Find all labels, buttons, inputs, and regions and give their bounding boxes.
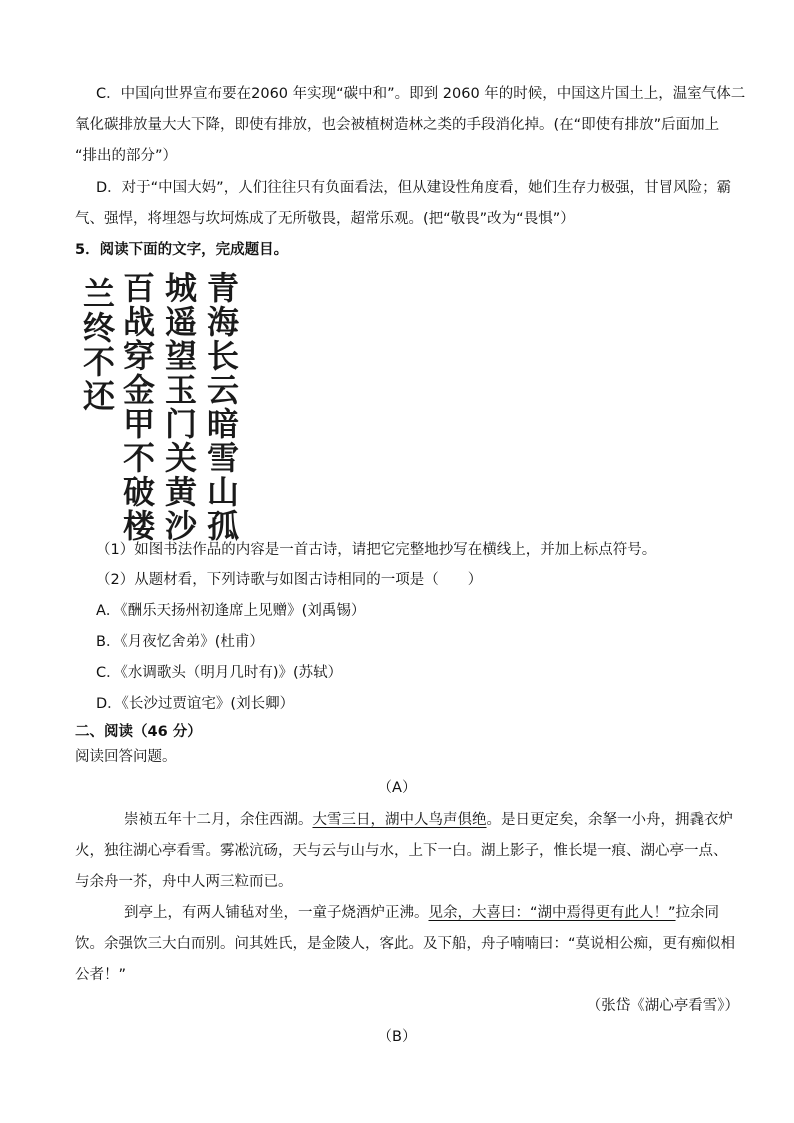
calligraphy-char: 穿 [122,337,156,375]
calligraphy-char: 山 [206,473,240,511]
calligraphy-char: 云 [206,371,240,409]
sub-question-2: （2）从题材看，下列诗歌与如图古诗相同的一项是（ ） [96,572,483,588]
passage-p1-line-3: 与余舟一芥，舟中人两三粒而已。 [75,874,293,890]
calligraphy-char: 门 [164,405,198,443]
text-run: 拉余同 [675,905,720,921]
text-run: 。是日更定矣，余拏一小舟，拥毳衣炉 [486,812,733,828]
option-c-line-1: C．中国向世界宣布要在2060 年实现“碳中和”。即到 2060 年的时候，中国这片国土上，温室气体二 [96,86,746,102]
underlined-sentence: 大雪三日，湖中人鸟声俱绝 [312,812,487,828]
calligraphy-char: 海 [206,303,240,341]
choice-d: D．《长沙过贾谊宅》(刘长卿） [96,696,295,712]
sub-question-1: （1）如图书法作品的内容是一首古诗，请把它完整地抄写在横线上，并加上标点符号。 [96,542,657,558]
option-d-line-2: 气、强悍，将埋怨与坎坷炼成了无所敬畏，超常乐观。(把“敬畏”改为“畏惧”） [75,211,575,227]
choice-a: A．《酬乐天扬州初逢席上见赠》(刘禹锡） [96,603,366,619]
text-run: 崇祯五年十二月，余住西湖。 [124,812,313,828]
passage-p2-line-1 [124,903,719,923]
passage-source: （张岱《湖心亭看雪》） [586,998,739,1014]
choice-c: C．《水调歌头（明月几时有)》(苏轼） [96,665,343,681]
calligraphy-image [82,265,245,545]
question-5-heading: 5．阅读下面的文字，完成题目。 [75,242,289,258]
underlined-sentence: 见余，大喜曰：“湖中焉得更有此人！” [428,905,676,921]
choice-b: B．《月夜忆舍弟》(杜甫） [96,634,264,650]
calligraphy-char: 战 [122,303,156,341]
calligraphy-char: 沙 [164,507,198,545]
calligraphy-char: 金 [122,371,156,409]
part-a-label: （A） [377,780,417,796]
calligraphy-char: 百 [122,269,156,307]
passage-p1-line-1 [124,810,733,830]
option-d-line-1: D．对于“中国大妈”，人们往往只有负面看法，但从建设性角度看，她们生存力极强，甘冒风险；霸 [96,180,732,196]
calligraphy-char: 甲 [122,405,156,443]
calligraphy-char: 孤 [206,507,240,545]
reading-intro: 阅读回答问题。 [75,749,177,765]
calligraphy-char: 暗 [206,405,240,443]
calligraphy-char: 不 [122,439,156,477]
text-run: 到亭上，有两人铺毡对坐，一童子烧酒炉正沸。 [124,905,429,921]
calligraphy-char: 望 [164,337,198,375]
calligraphy-char: 不 [82,343,116,381]
passage-p1-line-2: 火，独往湖心亭看雪。雾凇沆砀，天与云与山与水，上下一白。湖上影子，惟长堤一痕、湖心亭一点、 [75,843,728,859]
calligraphy-char: 还 [82,377,116,415]
option-c-line-2: 氧化碳排放量大大下降，即使有排放，也会被植树造林之类的手段消化掉。(在“即使有排放”后面加上 [75,117,720,133]
calligraphy-svg [82,265,245,545]
calligraphy-char: 长 [206,337,240,375]
calligraphy-char: 关 [164,439,198,477]
passage-p2-line-2: 饮。余强饮三大白而别。问其姓氏，是金陵人，客此。及下船，舟子喃喃曰：“莫说相公痴，更有痴似相 [75,936,736,952]
calligraphy-char: 城 [164,269,198,307]
calligraphy-char: 兰 [82,275,116,313]
calligraphy-char: 黄 [164,473,198,511]
calligraphy-char: 玉 [164,371,198,409]
part-b-label: （B） [377,1029,417,1045]
calligraphy-char: 雪 [206,439,240,477]
passage-p2-line-3: 公者！” [75,967,127,983]
calligraphy-char: 遥 [164,303,198,341]
option-c-line-3: “排出的部分”） [75,148,178,164]
section-2-heading: 二、阅读（46 分） [75,724,202,740]
calligraphy-char: 破 [122,473,156,511]
calligraphy-char: 楼 [122,507,156,545]
calligraphy-char: 青 [206,269,240,307]
calligraphy-char: 终 [82,309,116,347]
